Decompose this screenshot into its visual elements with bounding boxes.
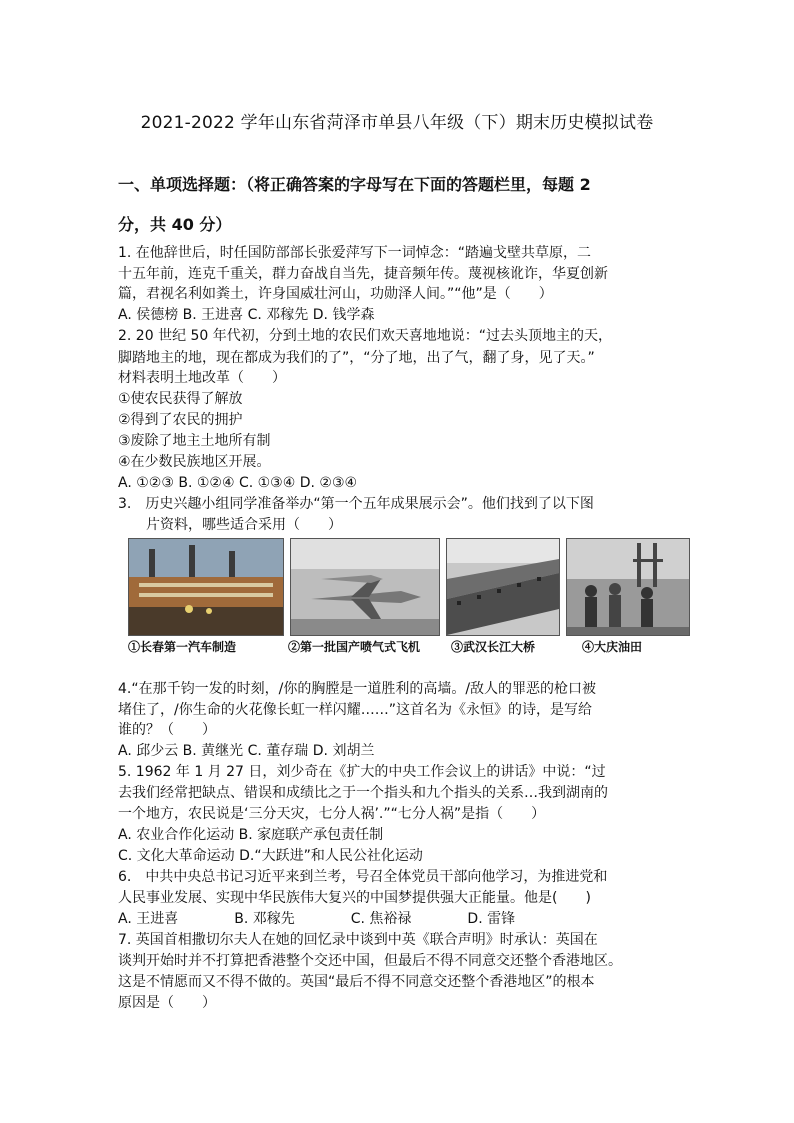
q6-options: A. 王进喜 B. 邓稼先 C. 焦裕禄 D. 雷锋 [118, 911, 516, 927]
q5-line3: 一个地方，农民说是‘三分天灾，七分人祸’.”“七分人祸”是指（ ） [118, 806, 546, 822]
q4-line2: 堵住了，/你生命的火花像长虹一样闪耀……”这首名为《永恒》的诗，是写给 [118, 702, 592, 718]
q7-line1: 7. 英国首相撒切尔夫人在她的回忆录中谈到中英《联合声明》时承认：英国在 [118, 932, 598, 948]
q2-item2: ②得到了农民的拥护 [118, 412, 243, 428]
q1-options: A. 侯德榜 B. 王进喜 C. 邓稼先 D. 钱学森 [118, 307, 375, 323]
q3-line2: 片资料，哪些适合采用（ ） [146, 517, 342, 533]
bridge-photo [446, 538, 560, 636]
q5-options-cd: C. 文化大革命运动 D.“大跃进”和人民公社化运动 [118, 848, 423, 864]
q4-options: A. 邱少云 B. 黄继光 C. 董存瑞 D. 刘胡兰 [118, 743, 375, 759]
q2-line2: 脚踏地主的地，现在都成为我们的了”，“分了地，出了气，翻了身，见了天。” [118, 350, 595, 366]
q5-options-ab: A. 农业合作化运动 B. 家庭联产承包责任制 [118, 827, 384, 843]
q1-line2: 十五年前，连克千重关，群力奋战自当先，捷音频年传。蔑视核讹诈，华夏创新 [118, 266, 608, 282]
q4-line1: 4.“在那千钧一发的时刻，/你的胸膛是一道胜利的高墙。/敌人的罪恶的枪口被 [118, 681, 597, 697]
q5-line1: 5. 1962 年 1 月 27 日，刘少奇在《扩大的中央工作会议上的讲话》中说：“过 [118, 764, 606, 780]
photo-caption-2: ②第一批国产喷气式飞机 [288, 640, 421, 654]
q4-line3: 谁的？（ ） [118, 722, 216, 738]
photo-strip [128, 538, 688, 656]
q1-line1: 1. 在他辞世后，时任国防部部长张爱萍写下一词悼念：“踏遍戈壁共草原，二 [118, 245, 592, 261]
jet-plane-photo [290, 538, 440, 636]
page-title: 2021-2022 学年山东省菏泽市单县八年级（下）期末历史模拟试卷 [140, 113, 654, 133]
photo-caption-1: ①长春第一汽车制造 [128, 640, 237, 654]
photo-caption-4: ④大庆油田 [582, 640, 643, 654]
section-heading-line2: 分，共 40 分） [118, 215, 232, 234]
q2-item1: ①使农民获得了解放 [118, 391, 243, 407]
q6-line2: 人民事业发展、实现中华民族伟大复兴的中国梦提供强大正能量。他是( ) [118, 890, 591, 906]
photo-caption-3: ③武汉长江大桥 [451, 640, 536, 654]
q7-line2: 谈判开始时并不打算把香港整个交还中国，但最后不得不同意交还整个香港地区。 [118, 953, 622, 969]
section-heading-line1: 一、单项选择题：（将正确答案的字母写在下面的答题栏里，每题 2 [118, 175, 591, 194]
q2-line1: 2. 20 世纪 50 年代初，分到土地的农民们欢天喜地地说：“过去头顶地主的天， [118, 328, 613, 344]
q2-item4: ④在少数民族地区开展。 [118, 454, 271, 470]
q7-line3: 这是不情愿而又不得不做的。英国“最后不得不同意交还整个香港地区”的根本 [118, 974, 595, 990]
q3-line1: 3. 历史兴趣小组同学准备举办“第一个五年成果展示会”。他们找到了以下图 [118, 496, 594, 512]
q6-line1: 6. 中共中央总书记习近平来到兰考，号召全体党员干部向他学习，为推进党和 [118, 869, 608, 885]
q2-options: A. ①②③ B. ①②④ C. ①③④ D. ②③④ [118, 475, 358, 491]
q2-line3: 材料表明土地改革（ ） [118, 370, 286, 386]
q5-line2: 去我们经常把缺点、错误和成绩比之于一个指头和九个指头的关系…我到湖南的 [118, 785, 608, 801]
q1-line3: 篇，君视名利如粪土，许身国威壮河山，功勋泽人间。”“他”是（ ） [118, 286, 553, 302]
q2-item3: ③废除了地主土地所有制 [118, 433, 271, 449]
q7-line4: 原因是（ ） [118, 995, 216, 1011]
factory-photo [128, 538, 284, 636]
oilfield-photo [566, 538, 690, 636]
